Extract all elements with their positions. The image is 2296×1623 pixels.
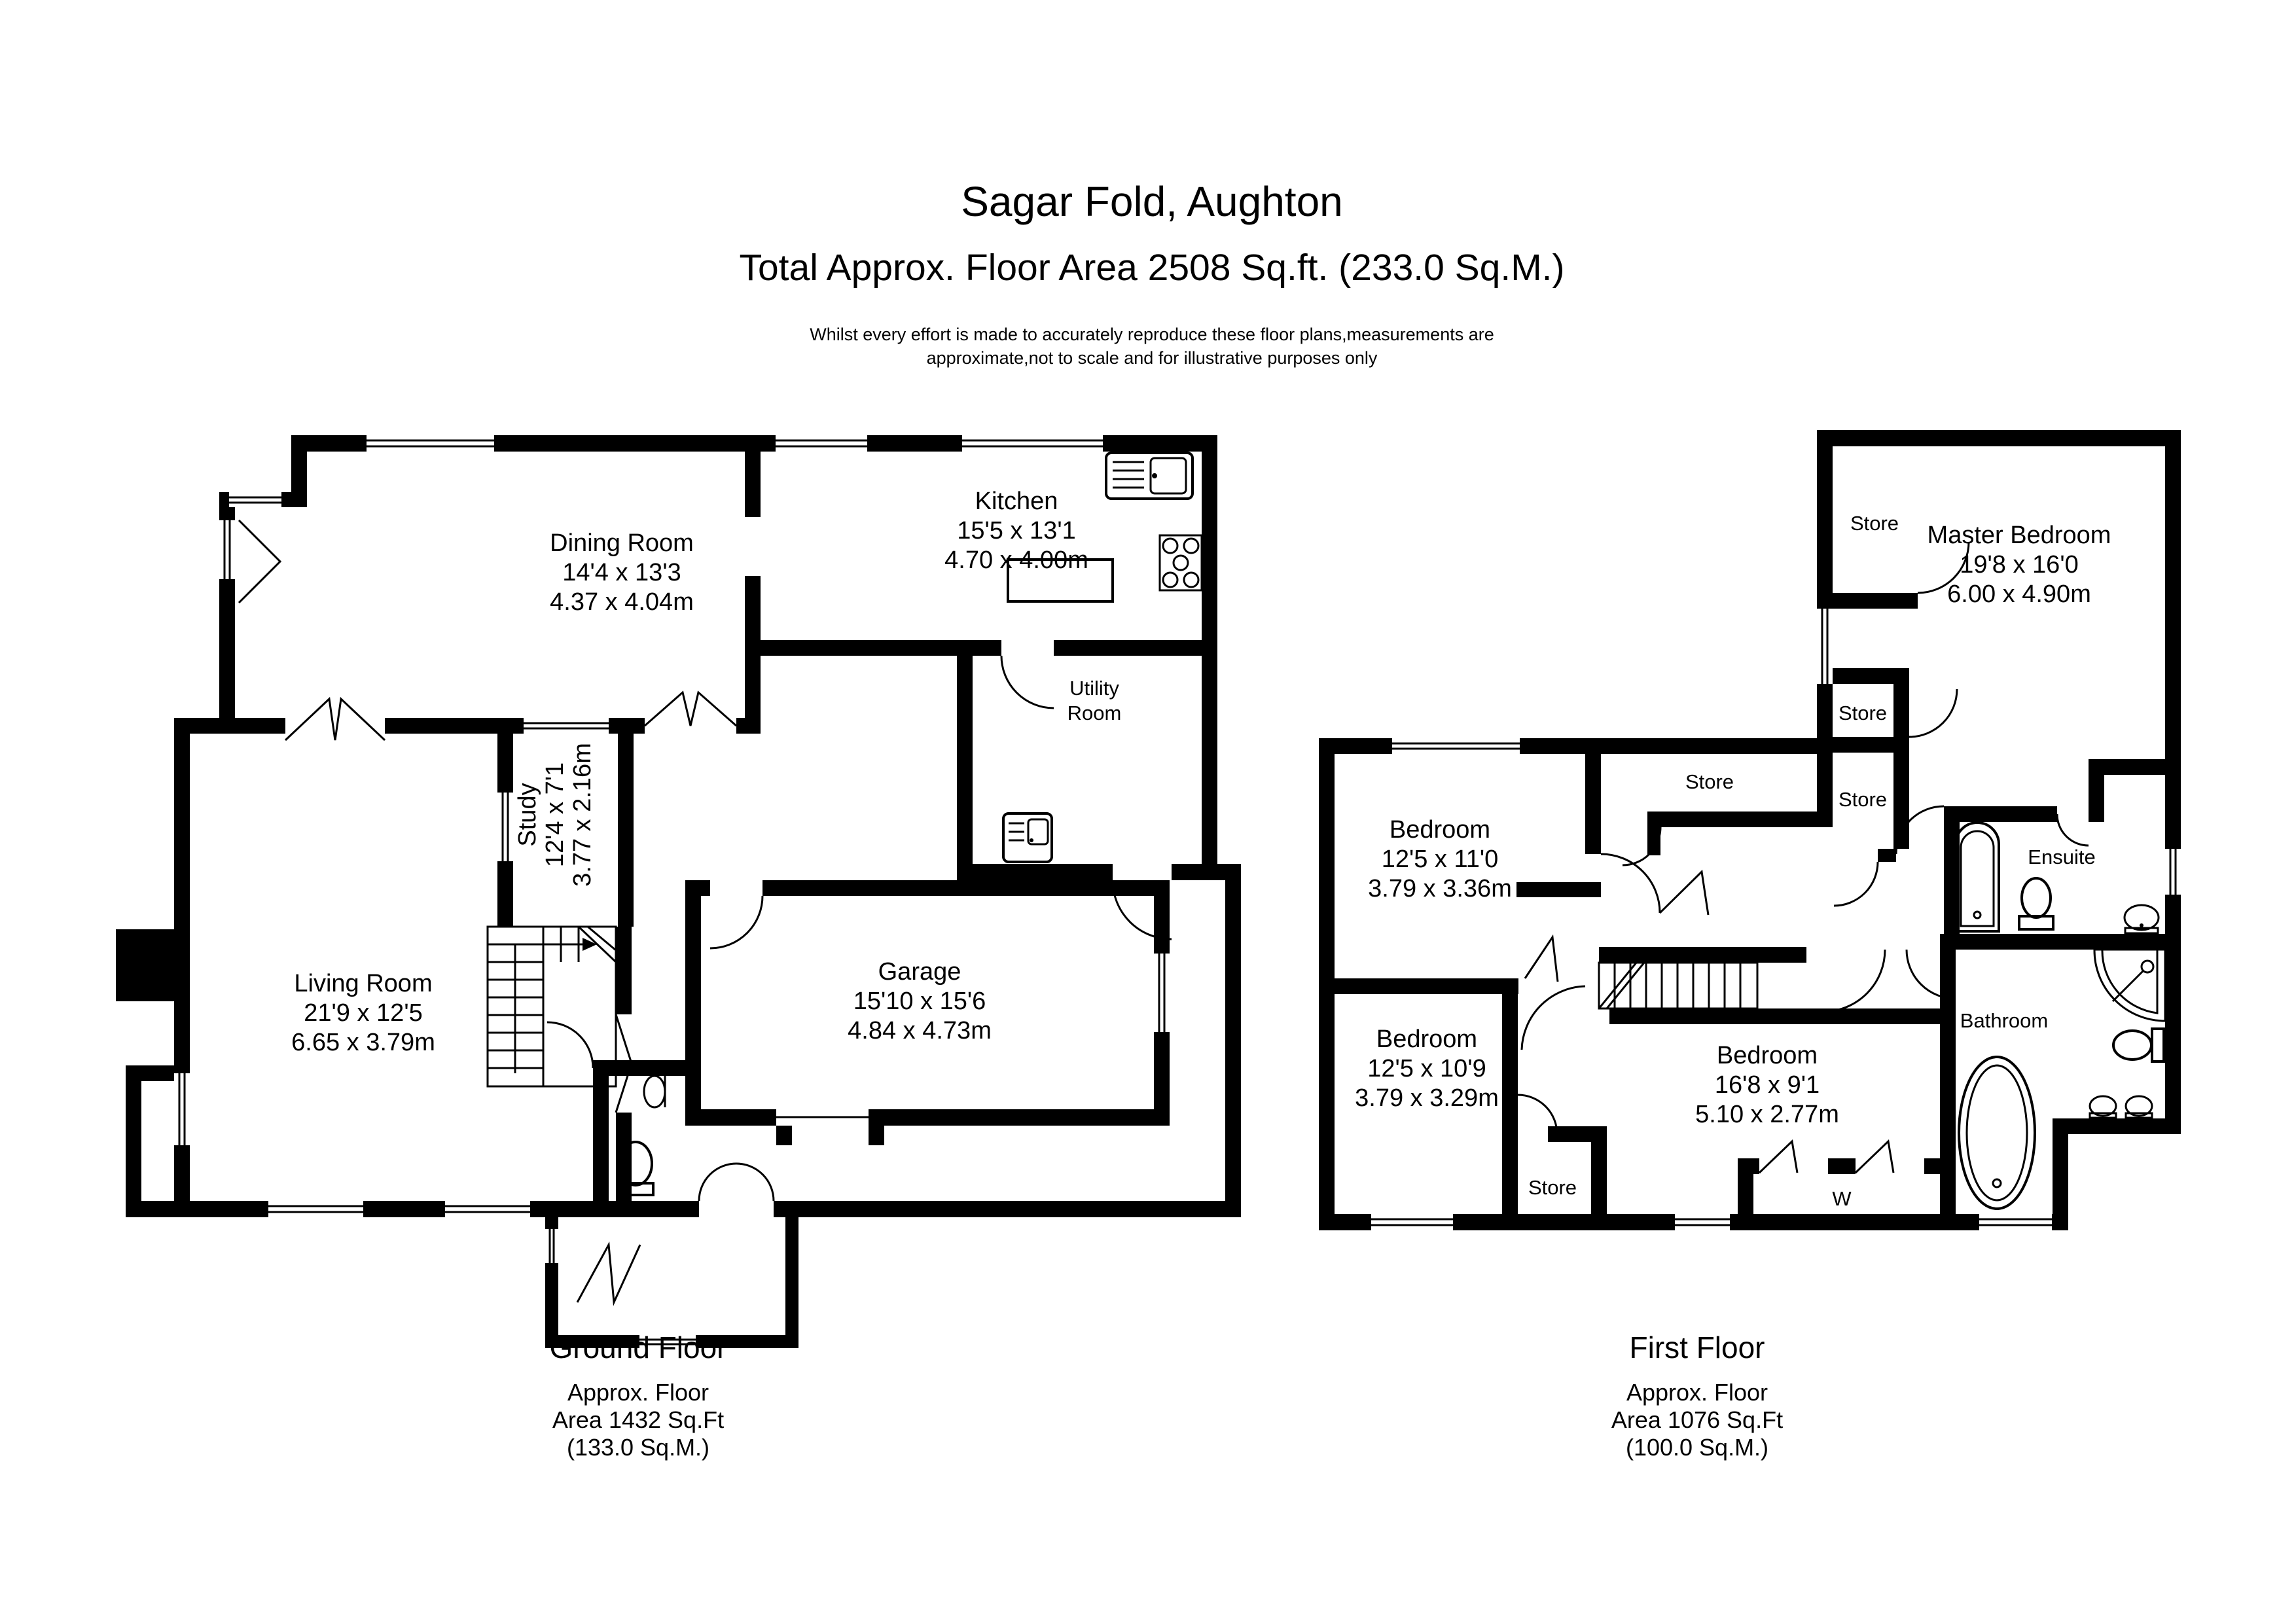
garage-dim-m: 4.84 x 4.73m (848, 1017, 992, 1044)
dining-room-name: Dining Room (550, 529, 694, 557)
living-french-doors (285, 699, 385, 740)
study-dim-ft: 12'4 x 7'1 (541, 762, 569, 868)
kitchen-dim-m: 4.70 x 4.00m (944, 546, 1088, 574)
garage-side-door (1154, 954, 1170, 1032)
front-door-arc-left (699, 1164, 736, 1201)
store-label-a: Store (1838, 702, 1888, 724)
bedroom1-name: Bedroom (1389, 816, 1491, 844)
study-dim-m: 3.77 x 2.16m (569, 743, 596, 887)
master-bedroom-name: Master Bedroom (1927, 522, 2111, 549)
store-c-door-arc (1834, 862, 1878, 906)
ground-floor-plan (116, 435, 1241, 1461)
ensuite-name: Ensuite (2028, 846, 2096, 868)
dining-room-dim-m: 4.37 x 4.04m (550, 588, 694, 616)
ensuite-basin-icon (2125, 905, 2159, 933)
window (1392, 738, 1520, 754)
store-label-e: Store (1528, 1176, 1577, 1199)
bedroom1-dim-ft: 12'5 x 11'0 (1381, 846, 1499, 873)
living-room-dim-ft: 21'9 x 12'5 (304, 999, 423, 1027)
ground-floor-doors (239, 520, 1172, 1302)
bathroom-toilet-icon (2113, 1029, 2164, 1061)
master-bedroom-dim-ft: 19'8 x 16'0 (1960, 551, 2079, 579)
first-floor-area1: Approx. Floor (1626, 1379, 1768, 1406)
bedroom1-door-arc (1601, 854, 1660, 913)
ground-floor-labels (291, 488, 1121, 1056)
ensuite-door-arc (2057, 814, 2089, 846)
page-title: Sagar Fold, Aughton (961, 178, 1343, 225)
bedroom3-door-arc (1823, 950, 1885, 1012)
window (545, 1229, 558, 1263)
page-subtitle: Total Approx. Floor Area 2508 Sq.ft. (233.0 Sq.M.) (739, 247, 1565, 289)
window (219, 520, 235, 579)
store-label-top: Store (1850, 512, 1899, 535)
utility-door-arc (1001, 656, 1054, 708)
wc-door-arc (547, 1022, 593, 1068)
disclaimer-line2: approximate,not to scale and for illustrative purposes only (926, 348, 1378, 368)
stairs-arrow-head (583, 938, 597, 951)
bedroom1-door-zigzag (1660, 872, 1708, 915)
kitchen-name: Kitchen (975, 488, 1058, 515)
store-label-b: Store (1685, 770, 1734, 793)
kitchen-sink-icon (1106, 453, 1193, 499)
bedroom3-name: Bedroom (1716, 1042, 1818, 1069)
first-floor-area2: Area 1076 Sq.Ft (1611, 1406, 1784, 1433)
header (739, 178, 1564, 368)
first-floor-area3: (100.0 Sq.M.) (1625, 1434, 1769, 1461)
window (174, 1073, 190, 1145)
ground-floor-title: Ground Floor (549, 1330, 727, 1364)
wardrobe-label: W (1832, 1187, 1852, 1210)
window (1979, 1214, 2052, 1230)
stairs-up-arrow (515, 944, 583, 1073)
bedroom2-name: Bedroom (1376, 1026, 1478, 1053)
hob-icon (1160, 535, 1202, 590)
bedroom2-door-arc (1522, 986, 1585, 1050)
ground-floor-caption (549, 1330, 726, 1461)
bedroom3-dim-m: 5.10 x 2.77m (1695, 1101, 1839, 1128)
front-door-arc-right (736, 1164, 774, 1201)
shower-icon (2094, 950, 2165, 1021)
utility-room-name-line2: Room (1067, 702, 1122, 724)
utility-room-name-line1: Utility (1069, 677, 1119, 700)
disclaimer-line1: Whilst every effort is made to accurately reproduce these floor plans,measurements are (810, 325, 1494, 344)
study-name: Study (514, 783, 541, 847)
porch-door-zigzag (577, 1245, 640, 1302)
first-floor-stairs (1599, 963, 1757, 1008)
master-bedroom-dim-m: 6.00 x 4.90m (1947, 580, 2091, 608)
window (524, 718, 609, 734)
bathroom-bath-icon (1959, 1057, 2035, 1209)
wardrobe-door-zigzag-left (1759, 1141, 1797, 1173)
ground-floor-area1: Approx. Floor (567, 1379, 709, 1406)
bedroom2-door-zigzag (1525, 937, 1558, 982)
window (229, 492, 281, 507)
ensuite-toilet-icon (2019, 878, 2053, 929)
window (1817, 609, 1833, 684)
wc-basin-icon (644, 1076, 665, 1107)
store-a-door-arc (1909, 689, 1957, 737)
garage-door (776, 1109, 869, 1126)
garage-door-arc (710, 896, 762, 948)
living-room-name: Living Room (294, 970, 433, 997)
bathroom-basin-icons (2090, 1096, 2152, 1118)
window (445, 1201, 530, 1217)
dining-room-dim-ft: 14'4 x 13'3 (562, 559, 681, 586)
window (1675, 1214, 1730, 1230)
bedroom1-dim-m: 3.79 x 3.36m (1368, 875, 1512, 902)
first-floor-plan (1319, 430, 2181, 1461)
bedroom3-dim-ft: 16'8 x 9'1 (1714, 1071, 1820, 1099)
bedroom2-dim-m: 3.79 x 3.29m (1355, 1084, 1499, 1112)
window (497, 793, 513, 861)
living-room-dim-m: 6.65 x 3.79m (291, 1029, 435, 1056)
utility-sink-icon (1003, 813, 1052, 862)
window (268, 1201, 363, 1217)
window (962, 435, 1103, 452)
garage-name: Garage (878, 958, 961, 986)
ensuite-bath-icon (1956, 823, 1999, 931)
wardrobe-door-zigzag-right (1856, 1141, 1893, 1173)
window (2165, 849, 2181, 895)
garage-dim-ft: 15'10 x 15'6 (853, 988, 986, 1015)
dining-opening-zigzag (645, 692, 736, 726)
ground-floor-area3: (133.0 Sq.M.) (566, 1434, 710, 1461)
window (367, 435, 494, 452)
store-label-c: Store (1838, 788, 1888, 811)
first-floor-title: First Floor (1629, 1330, 1765, 1364)
bedroom2-dim-ft: 12'5 x 10'9 (1367, 1055, 1486, 1082)
ground-floor-area2: Area 1432 Sq.Ft (552, 1406, 725, 1433)
kitchen-dim-ft: 15'5 x 13'1 (957, 517, 1076, 544)
first-floor-caption (1611, 1330, 1783, 1461)
window (776, 435, 867, 452)
window (1371, 1214, 1453, 1230)
bathroom-name: Bathroom (1960, 1009, 2049, 1032)
dining-bay-opening (239, 520, 280, 603)
